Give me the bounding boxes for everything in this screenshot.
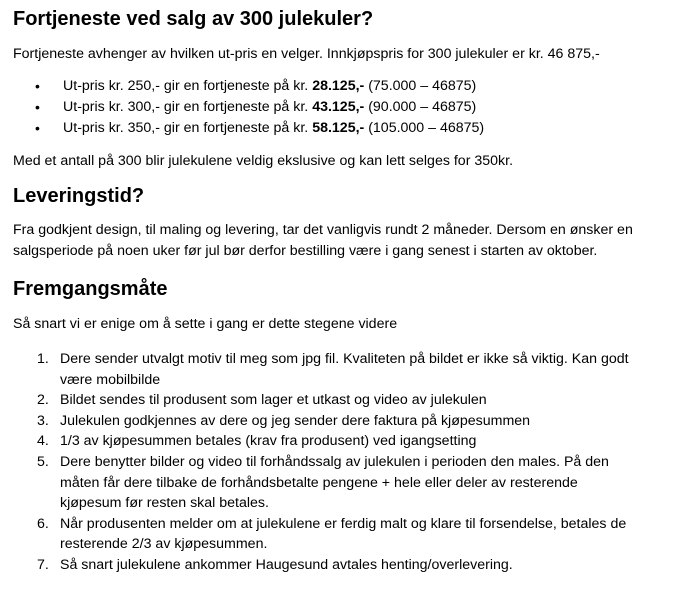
step-number: 2. [37, 392, 49, 409]
step-number: 7. [37, 556, 49, 573]
list-item [13, 97, 685, 118]
delivery-paragraph: Fra godkjent design, til maling og levering, tar det vanligvis rundt 2 måneder. Dersom en ønsker en salgsperiode på noen uker før jul bør derfor bestilling være i gang senest i starten av oktober. [13, 222, 633, 259]
list-item [13, 431, 685, 452]
heading-process: Fremgangsmåte [13, 278, 168, 300]
step-text: Dere benytter bilder og video til forhåndssalg av julekulen i perioden den males. På den måten får dere tilbake de forhåndsbetalte pengene + hele eller deler av resterende kjøpesum før resten skal betales. [60, 453, 609, 512]
step-number: 6. [37, 515, 49, 532]
list-item [13, 555, 685, 576]
bullet-suffix: (75.000 – 46875) [364, 78, 477, 94]
process-step-list [13, 349, 685, 576]
heading-delivery: Leveringstid? [13, 185, 145, 207]
step-number: 5. [37, 453, 49, 470]
list-item [13, 76, 685, 97]
step-text: Når produsenten melder om at julekulene er ferdig malt og klare til forsendelse, betales de resterende 2/3 av kjøpesummen. [60, 515, 627, 553]
step-text: 1/3 av kjøpesummen betales (krav fra produsent) ved igangsetting [60, 433, 477, 450]
profit-closing-paragraph: Med et antall på 300 blir julekulene veldig ekslusive og kan lett selges for 350kr. [13, 153, 514, 169]
bullet-icon: • [35, 99, 40, 115]
list-item [13, 452, 685, 514]
profit-amount: 43.125,- [312, 99, 365, 115]
step-text: Bildet sendes til produsent som lager et utkast og video av julekulen [60, 392, 487, 409]
step-number: 3. [37, 412, 49, 429]
profit-bullet-list [13, 76, 685, 139]
list-item [13, 118, 685, 139]
profit-intro-paragraph: Fortjeneste avhenger av hvilken ut-pris en velger. Innkjøpspris for 300 julekuler er kr. 46 875,- [13, 46, 600, 62]
list-item [13, 390, 685, 411]
profit-amount: 28.125,- [312, 78, 365, 94]
step-number: 4. [37, 433, 49, 450]
heading-profit: Fortjeneste ved salg av 300 julekuler? [13, 8, 374, 30]
bullet-suffix: (105.000 – 46875) [364, 120, 485, 136]
process-intro-paragraph: Så snart vi er enige om å sette i gang er dette stegene videre [13, 316, 398, 332]
bullet-icon: • [35, 78, 40, 94]
bullet-prefix: Ut-pris kr. 350,- gir en fortjeneste på kr. [63, 120, 313, 136]
bullet-prefix: Ut-pris kr. 300,- gir en fortjeneste på kr. [63, 99, 313, 115]
step-text: Så snart julekulene ankommer Haugesund avtales henting/overlevering. [60, 556, 513, 573]
list-item [13, 349, 685, 390]
step-number: 1. [37, 351, 49, 367]
profit-amount: 58.125,- [312, 120, 365, 136]
bullet-icon: • [35, 120, 40, 136]
document-page [13, 0, 685, 576]
step-text: Dere sender utvalgt motiv til meg som jpg fil. Kvaliteten på bildet er ikke så viktig. Kan godt være mobilbilde [60, 351, 629, 388]
list-item [13, 514, 685, 555]
bullet-prefix: Ut-pris kr. 250,- gir en fortjeneste på kr. [63, 78, 313, 94]
step-text: Julekulen godkjennes av dere og jeg sender dere faktura på kjøpesummen [60, 412, 531, 429]
bullet-suffix: (90.000 – 46875) [364, 99, 477, 115]
list-item [13, 411, 685, 432]
